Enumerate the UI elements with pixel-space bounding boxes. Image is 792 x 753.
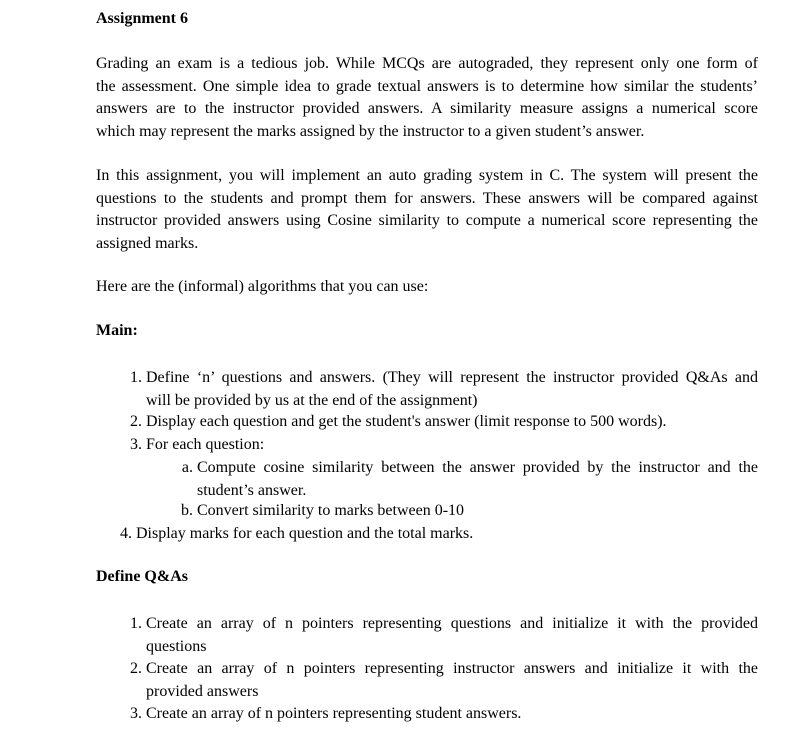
list-item-line: provided answers (146, 682, 259, 700)
algorithms-intro-text: Here are the (informal) algorithms that you can use: (96, 278, 429, 295)
list-item-line: Compute cosine similarity between the answer provided by the instructor and the (197, 459, 758, 476)
main-item-2 (130, 411, 758, 434)
assignment-paragraph (96, 165, 758, 255)
list-item-line: questions (146, 637, 207, 655)
main-item-1 (130, 367, 758, 412)
list-item-line: student’s answer. (197, 481, 307, 499)
algorithms-intro (96, 276, 758, 299)
assignment-line: instructor provided answers using Cosine similarity to compute a numerical score representing the (96, 212, 758, 229)
assignment-line: questions to the students and prompt them for answers. These answers will be compared against (96, 189, 758, 207)
sub-item-a (181, 457, 758, 502)
assignment-line: assigned marks. (96, 234, 199, 252)
list-item-line: For each question: (146, 436, 265, 453)
define-item-2 (130, 658, 758, 703)
intro-paragraph (96, 53, 758, 143)
list-letter: a. (181, 459, 193, 476)
list-item-line: will be provided by us at the end of the assignment) (146, 391, 478, 409)
list-number: 1. (130, 369, 142, 386)
list-number: 1. (130, 615, 142, 632)
list-number: 3. (130, 436, 142, 453)
list-item-line: Display each question and get the student's answer (limit response to 500 words). (146, 413, 667, 430)
main-item-4 (120, 523, 732, 546)
list-item-line: Create an array of n pointers representing questions and initialize it with the provided (146, 615, 758, 632)
assignment-line: In this assignment, you will implement an auto grading system in C. The system will present the (96, 167, 758, 184)
list-item-line: Create an array of n pointers representing student answers. (146, 705, 522, 722)
intro-line: Grading an exam is a tedious job. While MCQs are autograded, they represent only one form of (96, 55, 758, 72)
intro-line: answers are to the instructor provided answers. A similarity measure assigns a numerical score (96, 100, 758, 117)
main-heading: Main: (96, 322, 138, 339)
intro-line: which may represent the marks assigned by the instructor to a given student’s answer. (96, 122, 645, 140)
list-item-line: Define ‘n’ questions and answers. (They will represent the instructor provided Q&As and (146, 369, 758, 386)
list-item-line: Convert similarity to marks between 0-10 (197, 502, 465, 519)
assignment-title: Assignment 6 (96, 10, 189, 27)
define-item-3 (130, 703, 758, 726)
list-item-line: Create an array of n pointers representing instructor answers and initialize it with the (146, 660, 758, 677)
list-number: 2. (130, 660, 142, 677)
main-item-3 (130, 434, 758, 457)
list-item-line: 4. Display marks for each question and the total marks. (120, 525, 474, 542)
intro-line: the assessment. One simple idea to grade textual answers is to determine how similar the students’ (96, 77, 758, 95)
define-heading: Define Q&As (96, 568, 188, 585)
define-item-1 (130, 613, 758, 658)
list-letter: b. (181, 502, 193, 519)
list-number: 2. (130, 413, 142, 430)
list-number: 3. (130, 705, 142, 722)
sub-item-b (181, 500, 758, 523)
